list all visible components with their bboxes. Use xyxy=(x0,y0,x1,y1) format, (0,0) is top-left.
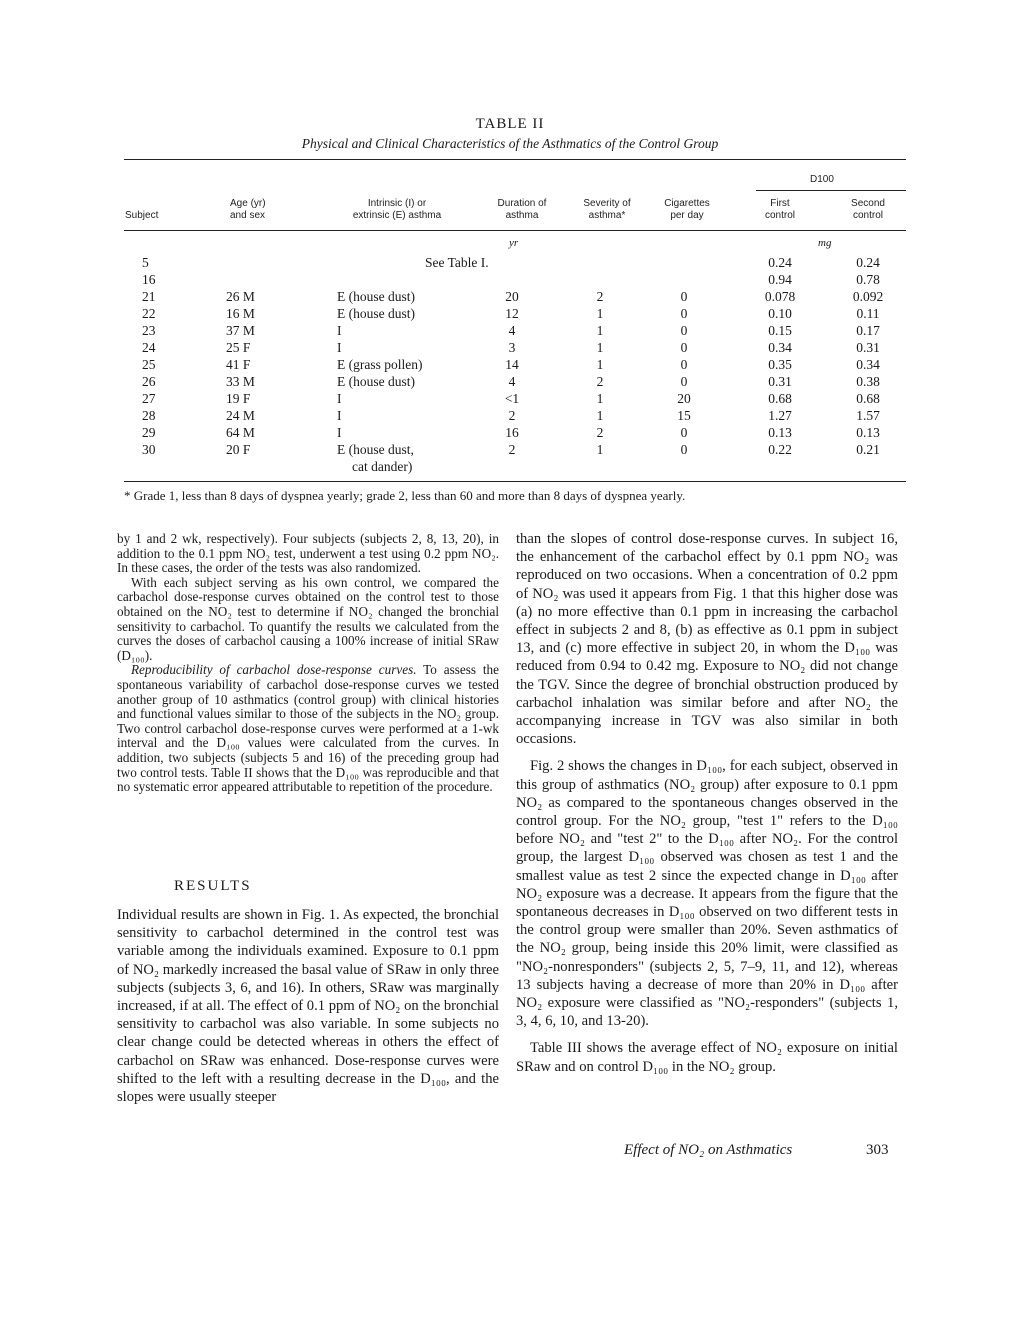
cell-second-control: 0.17 xyxy=(856,323,880,338)
cell-second-control: 0.13 xyxy=(856,425,880,440)
cell-subject: 22 xyxy=(142,306,156,321)
table-bottom-rule xyxy=(124,481,906,482)
cell-age-sex: 33 M xyxy=(226,374,255,389)
cell-age-sex: 64 M xyxy=(226,425,255,440)
cell-cigarettes: 0 xyxy=(680,425,688,440)
cell-severity: 2 xyxy=(596,289,604,304)
cell-age-sex: 19 F xyxy=(226,391,251,406)
cell-duration: 4 xyxy=(508,323,516,338)
cell-duration: 2 xyxy=(508,442,516,457)
unit-duration: yr xyxy=(509,237,519,249)
cell-age-sex: 26 M xyxy=(226,289,255,304)
table-top-rule xyxy=(124,159,906,160)
header-cig-line1: Cigarettes xyxy=(664,198,710,209)
cell-severity: 1 xyxy=(596,408,604,423)
cell-severity: 1 xyxy=(596,323,604,338)
left-column-methods xyxy=(117,532,499,795)
cell-subject: 21 xyxy=(142,289,156,304)
header-second-line1: Second xyxy=(851,198,885,209)
cell-severity: 1 xyxy=(596,306,604,321)
d100-group-rule xyxy=(756,190,906,191)
cell-age-sex: 24 M xyxy=(226,408,255,423)
cell-cigarettes: 20 xyxy=(677,391,691,406)
cell-age-sex: 25 F xyxy=(226,340,251,355)
cell-first-control: 0.24 xyxy=(768,255,792,270)
header-d100: D100 xyxy=(810,174,834,185)
cell-second-control: 0.24 xyxy=(856,255,880,270)
cell-first-control: 1.27 xyxy=(768,408,792,423)
cell-second-control: 0.11 xyxy=(856,306,880,321)
paragraph: Fig. 2 shows the changes in D₁₀₀, for each subject, observed in this group of asthmatics (NO₂ group) after exposure to 0.1 ppm NO₂ as compared to the spontaneous changes observed in the control group. For the NO₂ group, "test 1" refers to the D₁₀₀ before NO₂ and "test 2" to the D₁₀₀ after NO₂. For the control group, the largest D₁₀₀ observed was chosen as test 1 and the smallest value as test 2 since the expected change in D₁₀₀ after NO₂ exposure was a decrease. It appears from the figure that the spontaneous decreases in D₁₀₀ observed on two different tests in the control group were smaller than 20%. Seven asthmatics of the NO₂ group, being inside this 20% limit, were classified as "NO₂-nonresponders" (subjects 2, 5, 7–9, 11, and 12), whereas 13 subjects having a decrease of more than 20% in D₁₀₀ after NO₂ exposure were classified as "NO₂-responders" (subjects 1, 3, 4, 6, 10, and 13-20). xyxy=(516,758,898,1030)
cell-first-control: 0.94 xyxy=(768,272,792,287)
cell-first-control: 0.35 xyxy=(768,357,792,372)
table-header-rule xyxy=(124,230,906,231)
left-column-results xyxy=(117,906,499,1106)
header-type-line2: extrinsic (E) asthma xyxy=(352,210,442,221)
page-number: 303 xyxy=(866,1142,889,1158)
cell-second-control: 0.34 xyxy=(856,357,880,372)
cell-second-control: 0.21 xyxy=(856,442,880,457)
header-duration-line1: Duration of xyxy=(497,198,547,209)
cell-duration: 4 xyxy=(508,374,516,389)
cell-subject: 25 xyxy=(142,357,156,372)
cell-duration: 14 xyxy=(505,357,519,372)
cell-subject: 28 xyxy=(142,408,156,423)
cell-second-control: 0.78 xyxy=(856,272,880,287)
paragraph-run-in-title: Reproducibility of carbachol dose-response curves. xyxy=(131,662,417,678)
cell-severity: 2 xyxy=(596,374,604,389)
cell-first-control: 0.078 xyxy=(764,289,796,304)
cell-severity: 1 xyxy=(596,357,604,372)
cell-asthma-type: E (house dust) xyxy=(337,374,415,389)
cell-first-control: 0.13 xyxy=(768,425,792,440)
cell-cigarettes: 0 xyxy=(680,323,688,338)
unit-d100: mg xyxy=(818,237,832,249)
cell-age-sex: 20 F xyxy=(226,442,251,457)
cell-duration: 2 xyxy=(508,408,516,423)
table-footnote: * Grade 1, less than 8 days of dyspnea yearly; grade 2, less than 60 and more than 8 days of dyspnea yearly. xyxy=(124,488,686,503)
cell-subject: 29 xyxy=(142,425,156,440)
cell-cigarettes: 0 xyxy=(680,374,688,389)
paragraph: Individual results are shown in Fig. 1. As expected, the bronchial sensitivity to carbachol determined in the control test was variable among the individuals examined. Exposure to 0.1 ppm of NO₂ markedly increased the basal value of SRaw in only three subjects (subjects 3, 6, and 16). In others, SRaw was marginally increased, if at all. The effect of 0.1 ppm of NO₂ on the bronchial sensitivity to carbachol was also variable. In some subjects no clear change could be detected whereas in others the effect of carbachol on SRaw was enhanced. Dose-response curves were shifted to the left with a resulting decrease in the D₁₀₀, and the slopes were usually steeper xyxy=(117,907,499,1106)
header-severity-line1: Severity of xyxy=(583,198,631,209)
paragraph xyxy=(117,663,499,794)
paragraph-text: To assess the spontaneous variability of carbachol dose-response curves we tested another group of 10 asthmatics (control group) with clinical histories and functional values similar to those of the subjects in the NO₂ group. Two control carbachol dose-response curves were performed at a 1-wk interval and the D₁₀₀ values were calculated from the curves. In addition, two subjects (subjects 5 and 16) of the preceding group had two control tests. Table II shows that the D₁₀₀ was reproducible and that no systematic error appeared attributable to repetition of the procedure. xyxy=(117,662,499,795)
cell-second-control: 0.092 xyxy=(852,289,884,304)
cell-asthma-type: I xyxy=(337,391,342,406)
cell-asthma-type: E (house dust) xyxy=(337,289,415,304)
cell-asthma-type: E (house dust) xyxy=(337,306,415,321)
running-title: Effect of NO₂ on Asthmatics xyxy=(624,1142,793,1158)
cell-first-control: 0.22 xyxy=(768,442,792,457)
header-age-line1: Age (yr) xyxy=(230,198,266,209)
header-subject: Subject xyxy=(125,210,159,221)
cell-first-control: 0.15 xyxy=(768,323,792,338)
cell-cigarettes: 0 xyxy=(680,340,688,355)
cell-cigarettes: 0 xyxy=(680,357,688,372)
cell-first-control: 0.34 xyxy=(768,340,792,355)
header-cig-line2: per day xyxy=(670,210,704,221)
cell-subject: 16 xyxy=(142,272,156,287)
cell-duration: 20 xyxy=(505,289,519,304)
cell-cigarettes: 0 xyxy=(680,442,688,457)
cell-asthma-type: E (house dust, xyxy=(337,442,414,457)
cell-severity: 2 xyxy=(596,425,604,440)
cell-age-sex: 41 F xyxy=(226,357,251,372)
cell-asthma-type: I xyxy=(337,408,342,423)
cell-subject: 24 xyxy=(142,340,156,355)
cell-age-sex: 37 M xyxy=(226,323,255,338)
cell-asthma-type-cont: cat dander) xyxy=(352,459,413,474)
cell-duration: <1 xyxy=(504,391,520,406)
see-table-note: See Table I. xyxy=(425,255,489,270)
cell-second-control: 0.68 xyxy=(856,391,880,406)
paragraph: Table III shows the average effect of NO₂ exposure on initial SRaw and on control D₁₀₀ in the NO₂ group. xyxy=(516,1040,898,1075)
results-heading: RESULTS xyxy=(174,878,252,894)
header-severity-line2: asthma* xyxy=(588,210,626,221)
cell-first-control: 0.10 xyxy=(768,306,792,321)
header-second-line2: control xyxy=(852,210,883,221)
header-first-line1: First xyxy=(770,198,790,209)
table-subtitle: Physical and Clinical Characteristics of the Asthmatics of the Control Group xyxy=(301,136,719,151)
cell-first-control: 0.31 xyxy=(768,374,792,389)
cell-asthma-type: I xyxy=(337,340,342,355)
cell-first-control: 0.68 xyxy=(768,391,792,406)
paragraph: by 1 and 2 wk, respectively). Four subjects (subjects 2, 8, 13, 20), in addition to the 0.1 ppm NO₂ test, underwent a test using 0.2 ppm NO₂. In these cases, the order of the tests was also randomized. xyxy=(117,531,499,576)
paragraph: With each subject serving as his own control, we compared the carbachol dose-response curves obtained on the control test to those obtained on the NO₂ test to determine if NO₂ changed the bronchial sensitivity to carbachol. To quantify the results we calculated from the curves the doses of carbachol causing a 100% increase of initial SRaw (D₁₀₀). xyxy=(117,574,499,663)
header-first-line2: control xyxy=(764,210,795,221)
cell-cigarettes: 15 xyxy=(677,408,691,423)
paragraph: than the slopes of control dose-response curves. In subject 16, the enhancement of the carbachol effect by 0.1 ppm NO₂ was reproduced on two occasions. When a concentration of 0.2 ppm of NO₂ was used it appears from Fig. 1 that this higher dose was (a) no more effective than 0.1 ppm in increasing the carbachol effect in subjects 2 and 8, (b) as effective as 0.1 ppm in subject 13, and (c) more effective in subject 20, in whom the D₁₀₀ was reduced from 0.94 to 0.42 mg. Exposure to NO₂ did not change the TGV. Since the degree of bronchial obstruction produced by carbachol inhalation was similar before and after NO₂ the accompanying increase in TGV was also similar in both occasions. xyxy=(516,531,898,748)
right-column xyxy=(516,530,898,1076)
table-title: TABLE II xyxy=(475,116,545,132)
cell-age-sex: 16 M xyxy=(226,306,255,321)
cell-duration: 16 xyxy=(505,425,519,440)
cell-severity: 1 xyxy=(596,340,604,355)
cell-severity: 1 xyxy=(596,391,604,406)
cell-second-control: 0.38 xyxy=(856,374,880,389)
cell-asthma-type: E (grass pollen) xyxy=(337,357,423,372)
cell-asthma-type: I xyxy=(337,425,342,440)
cell-asthma-type: I xyxy=(337,323,342,338)
cell-duration: 3 xyxy=(508,340,516,355)
cell-cigarettes: 0 xyxy=(680,289,688,304)
header-type-line1: Intrinsic (I) or xyxy=(367,198,427,209)
cell-duration: 12 xyxy=(505,306,519,321)
cell-subject: 26 xyxy=(142,374,156,389)
cell-subject: 30 xyxy=(142,442,156,457)
cell-cigarettes: 0 xyxy=(680,306,688,321)
cell-subject: 23 xyxy=(142,323,156,338)
header-duration-line2: asthma xyxy=(505,210,539,221)
cell-subject: 5 xyxy=(142,255,149,270)
cell-second-control: 0.31 xyxy=(856,340,880,355)
cell-second-control: 1.57 xyxy=(856,408,880,423)
cell-subject: 27 xyxy=(142,391,156,406)
cell-severity: 1 xyxy=(596,442,604,457)
header-age-line2: and sex xyxy=(230,210,266,221)
